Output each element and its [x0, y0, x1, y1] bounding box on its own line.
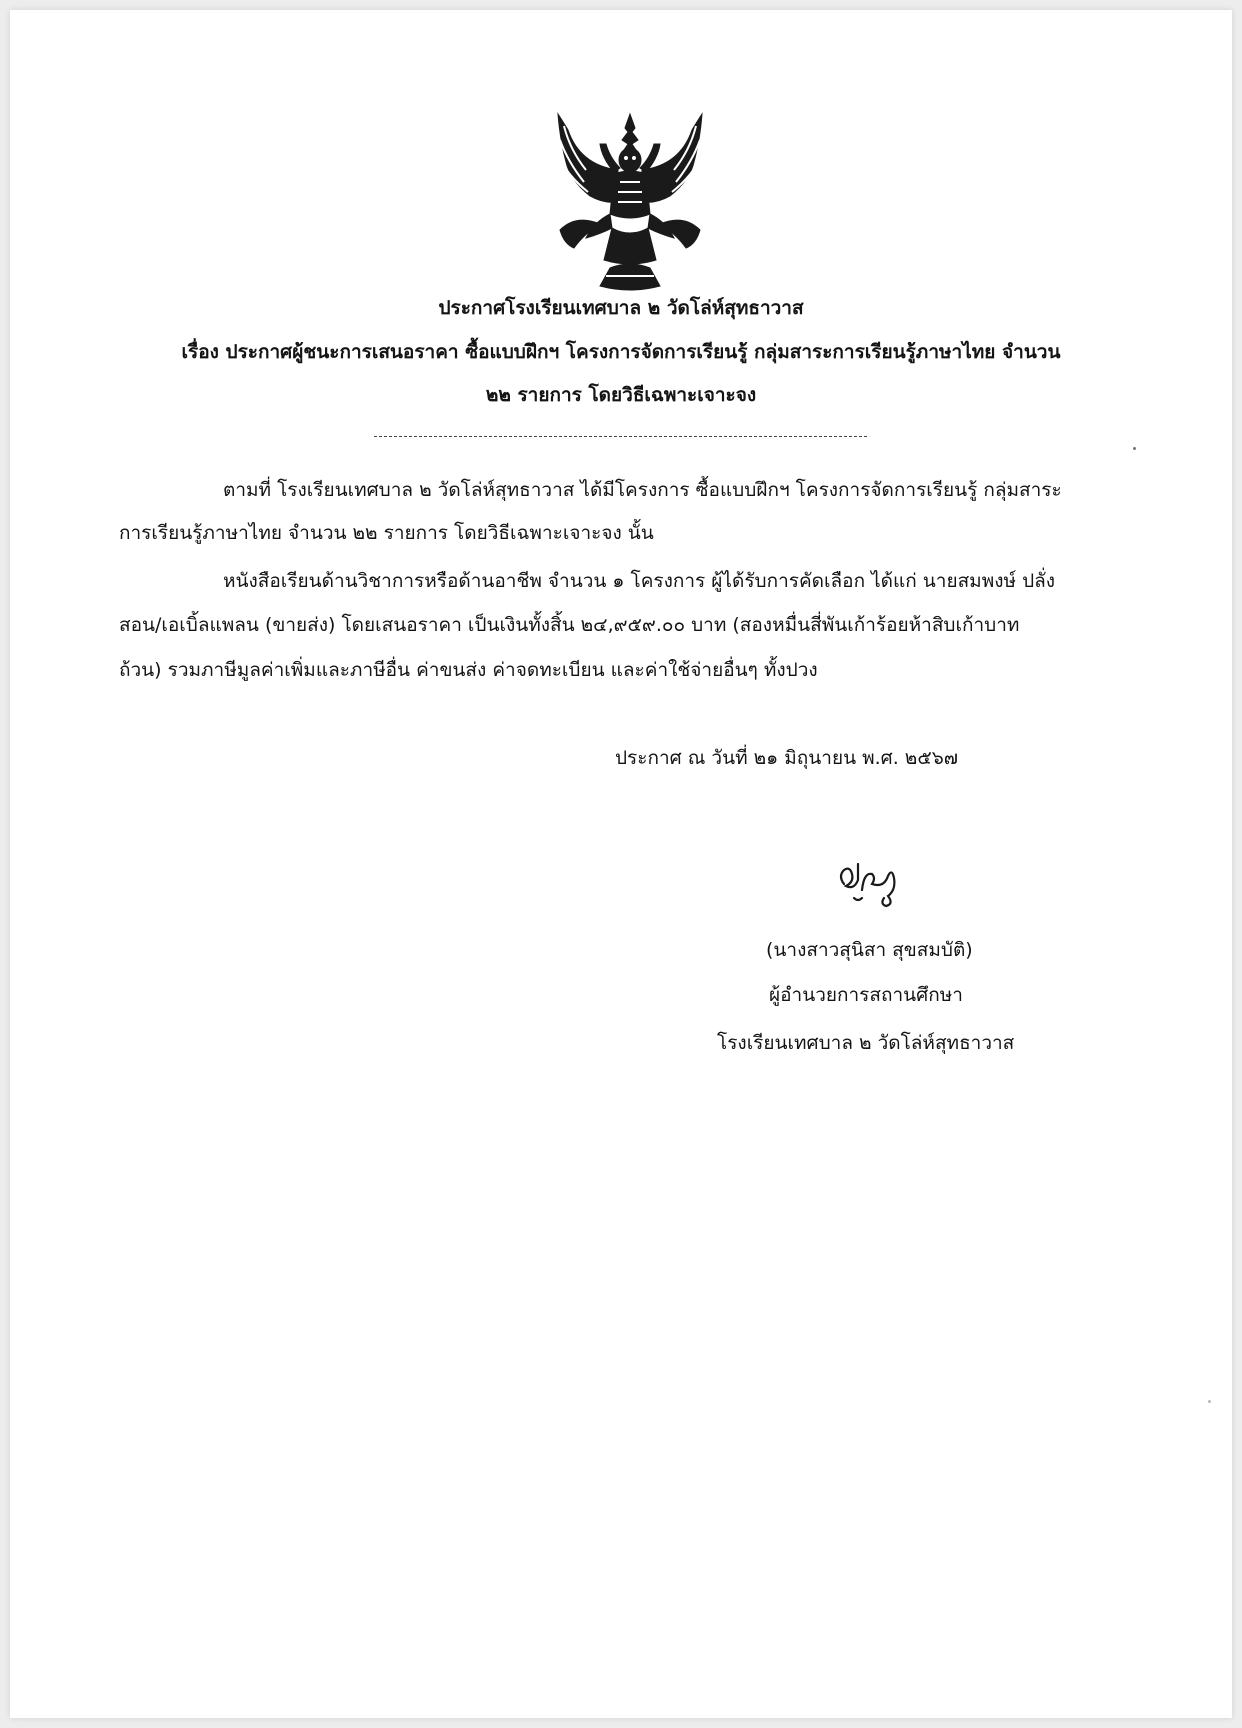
handwritten-signature — [832, 850, 912, 912]
paragraph-2-line-1: หนังสือเรียนด้านวิชาการหรือด้านอาชีพ จำนวน ๑ โครงการ ผู้ได้รับการคัดเลือก ได้แก่ นายสมพงษ์ ปลั่ง — [223, 570, 1056, 592]
garuda-emblem-icon — [540, 110, 720, 295]
scan-speck — [1133, 447, 1136, 450]
subject-line-2: ๒๒ รายการ โดยวิธีเฉพาะเจาะจง — [485, 384, 757, 406]
signatory-position: ผู้อำนวยการสถานศึกษา — [769, 984, 963, 1006]
separator-line — [374, 436, 867, 437]
signatory-name: (นางสาวสุนิสา สุขสมบัติ) — [766, 939, 973, 961]
document-title: ประกาศโรงเรียนเทศบาล ๒ วัดโล่ห์สุทธาวาส — [438, 297, 804, 319]
paragraph-1-line-2: การเรียนรู้ภาษาไทย จำนวน ๒๒ รายการ โดยวิธีเฉพาะเจาะจง นั้น — [119, 522, 654, 544]
announcement-date: ประกาศ ณ วันที่ ๒๑ มิถุนายน พ.ศ. ๒๕๖๗ — [615, 747, 959, 769]
subject-line-1: เรื่อง ประกาศผู้ชนะการเสนอราคา ซื้อแบบฝึกฯ โครงการจัดการเรียนรู้ กลุ่มสาระการเรียนรู้ภาษาไทย จำนวน — [181, 341, 1061, 363]
scan-speck — [1208, 1400, 1211, 1403]
document-page — [10, 10, 1232, 1718]
paragraph-1-line-1: ตามที่ โรงเรียนเทศบาล ๒ วัดโล่ห์สุทธาวาส ได้มีโครงการ ซื้อแบบฝึกฯ โครงการจัดการเรียนรู้ กลุ่มสาระ — [223, 479, 1062, 501]
paragraph-2-line-3: ถ้วน) รวมภาษีมูลค่าเพิ่มและภาษีอื่น ค่าขนส่ง ค่าจดทะเบียน และค่าใช้จ่ายอื่นๆ ทั้งปวง — [119, 659, 818, 681]
signatory-organization: โรงเรียนเทศบาล ๒ วัดโล่ห์สุทธาวาส — [717, 1032, 1015, 1054]
paragraph-2-line-2: สอน/เอเบิ้ลแพลน (ขายส่ง) โดยเสนอราคา เป็นเงินทั้งสิ้น ๒๔,๙๕๙.๐๐ บาท (สองหมื่นสี่พันเก้าร้อยห้าสิบเก้าบาท — [119, 614, 1020, 636]
